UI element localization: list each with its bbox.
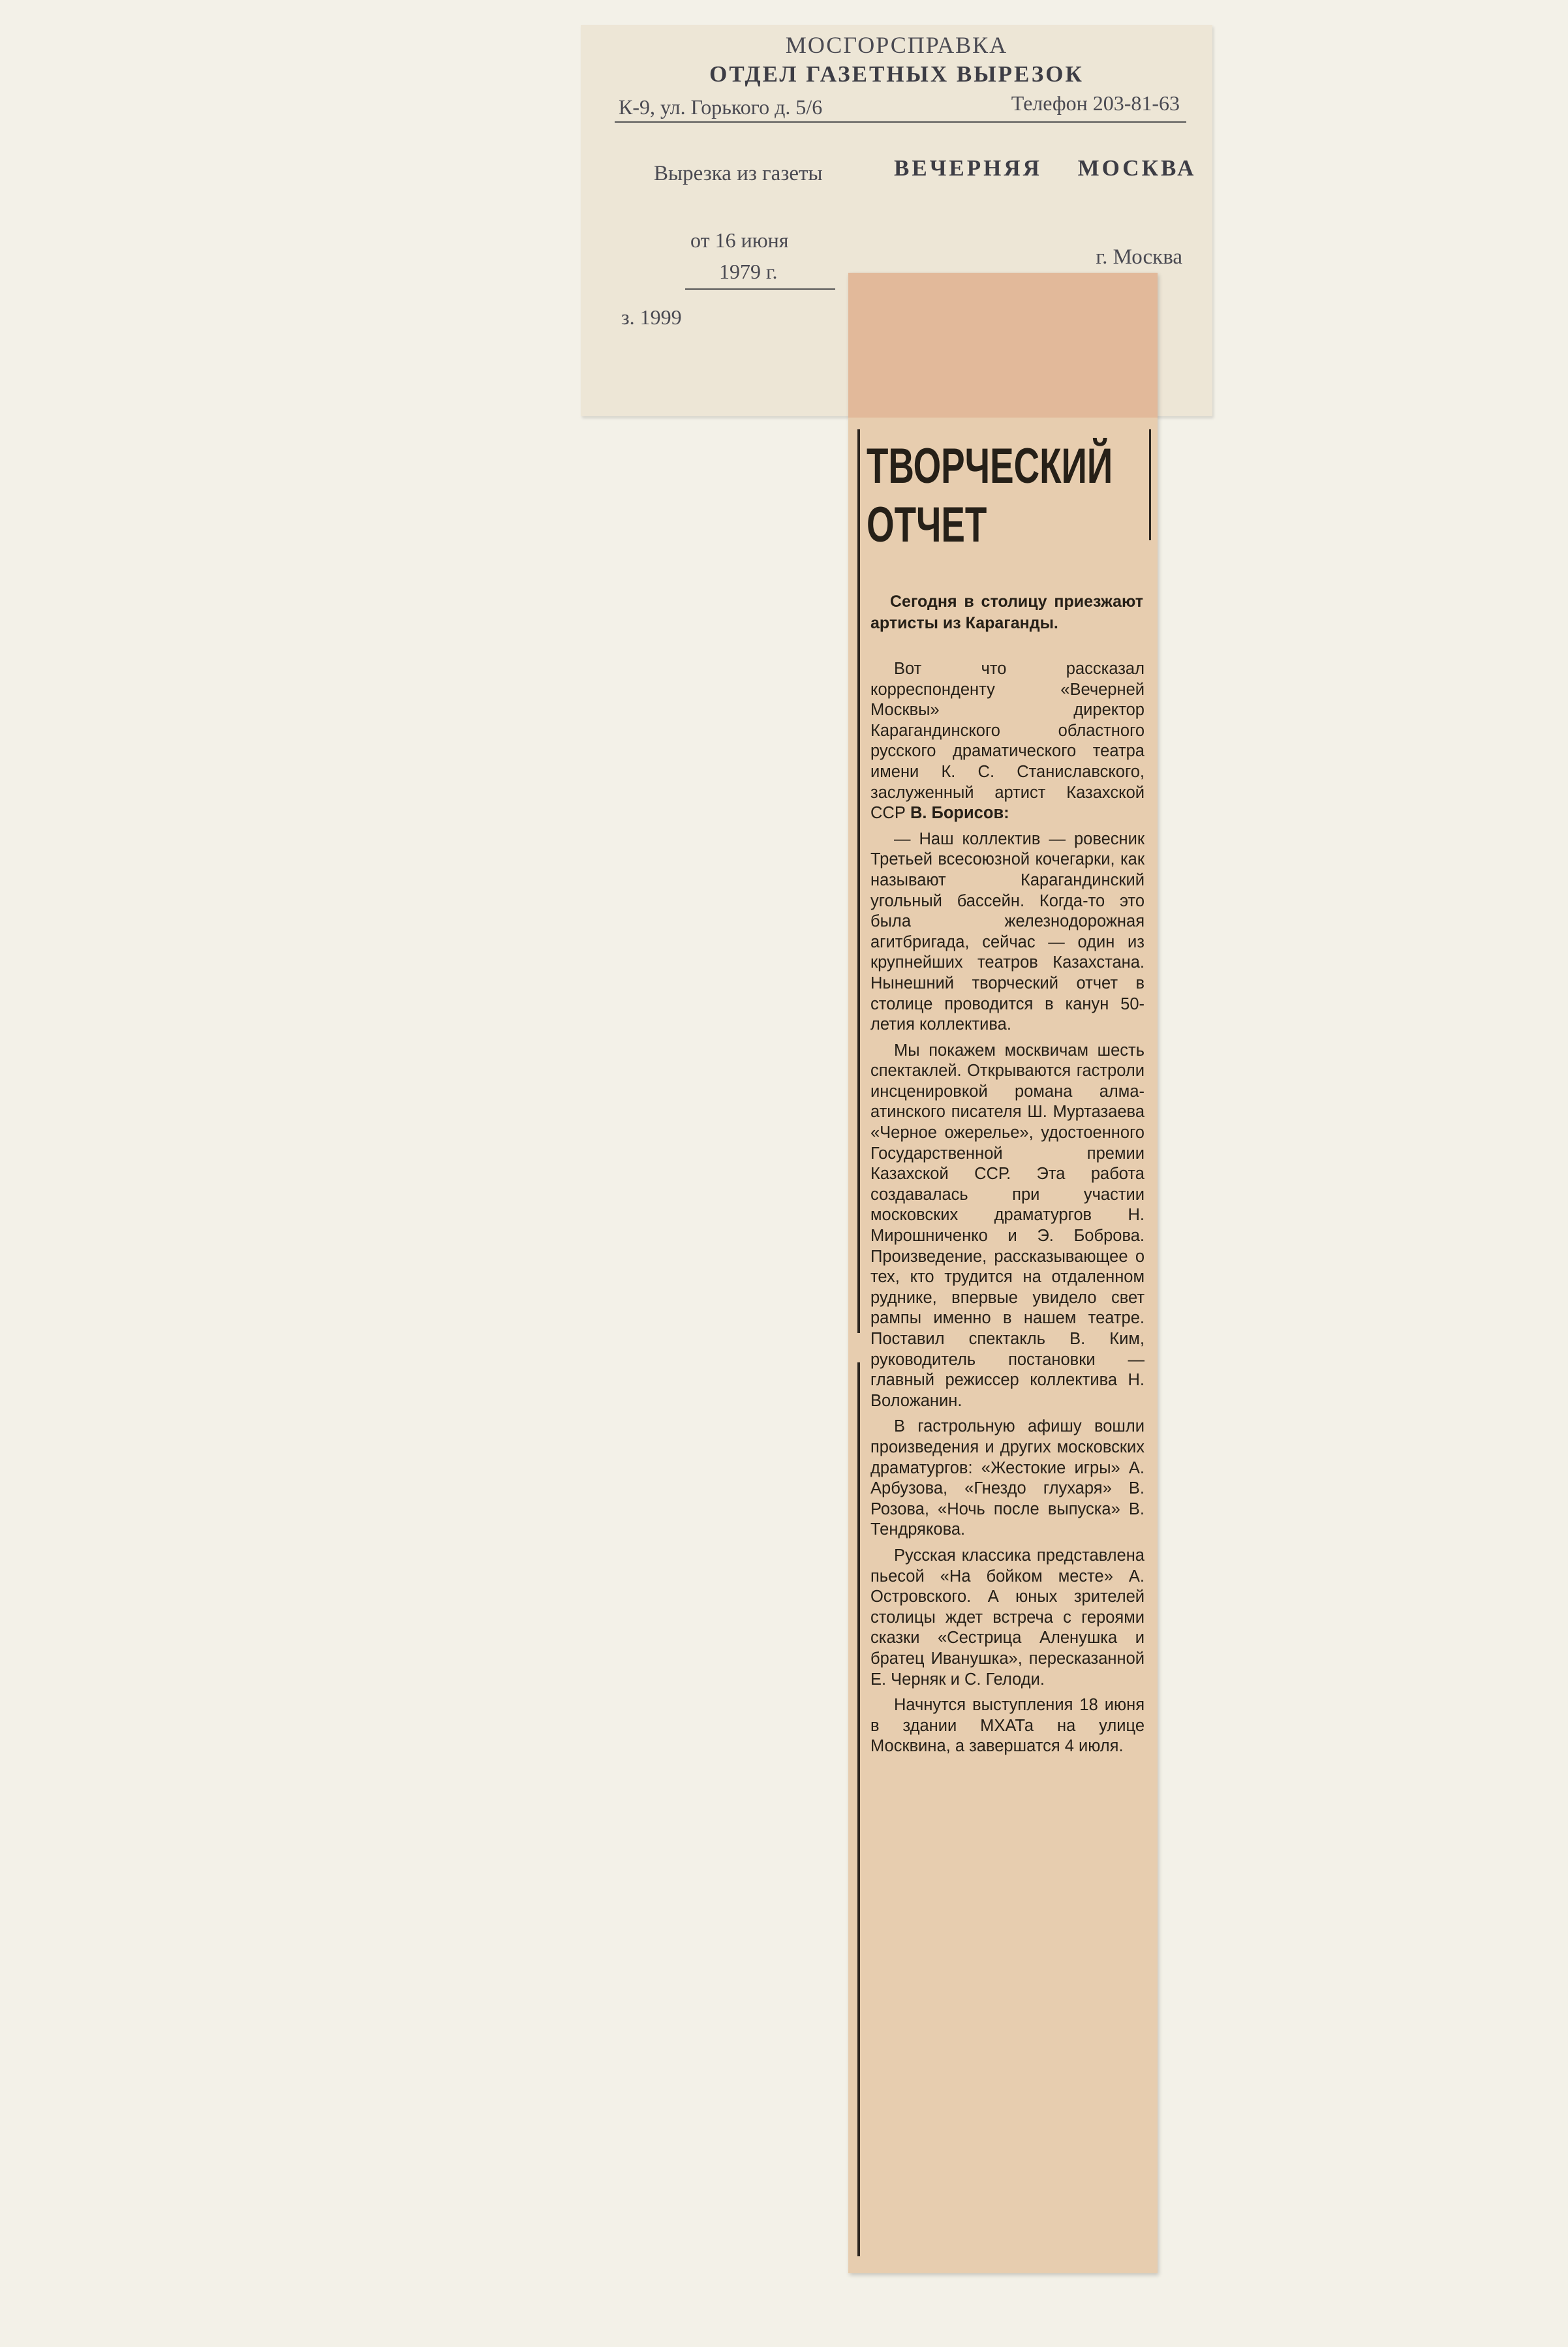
date-underline bbox=[685, 288, 835, 290]
article-paragraph bbox=[870, 659, 1145, 824]
stamp-phone: Телефон 203-81-63 bbox=[1011, 91, 1180, 115]
issue-year: 1979 г. bbox=[719, 260, 778, 283]
article-headline: ТВОРЧЕСКИЙ ОТЧЕТ bbox=[867, 438, 1113, 553]
column-rule bbox=[1149, 429, 1151, 540]
paragraph-text: Вот что рассказал корреспонденту «Вечерней Москвы» директор Карагандинского областного русского драматического театра имени К. С. Станиславского, заслуженный артист Казахской ССР bbox=[870, 660, 1145, 823]
order-number: з. 1999 bbox=[621, 305, 682, 329]
article-paragraph: Мы покажем москвичам шесть спектаклей. Открываются гастроли инсценировкой романа алма-атинского писателя Ш. Муртазаева «Черное ожерелье», удостоенного Государственной премии Казахской ССР. Эта работа создавалась при участии московских драматургов Н. Мирошниченко и Э. Боброва. Произведение, рассказывающее о тех, кто трудится на отдаленном руднике, впервые увидело свет рампы именно в нашем театре. Поставил спектакль В. Ким, руководитель постановки — главный режиссер коллектива Н. Воложанин. bbox=[870, 1041, 1145, 1410]
stamp-address: К-9, ул. Горького д. 5/6 bbox=[619, 95, 823, 119]
author-name: В. Борисов: bbox=[910, 804, 1009, 823]
department-name: ОТДЕЛ ГАЗЕТНЫХ ВЫРЕЗОК bbox=[709, 61, 1084, 87]
article-body bbox=[870, 659, 1145, 1762]
stamp-city: г. Москва bbox=[1096, 245, 1182, 269]
stamp-divider bbox=[615, 121, 1186, 123]
newspaper-clipping bbox=[848, 273, 1158, 2273]
cutting-label: Вырезка из газеты bbox=[654, 162, 823, 185]
article-paragraph: — Наш коллектив — ровесник Третьей всесоюзной кочегарки, как называют Карагандинский угольный бассейн. Когда-то это была железнодорожная агитбригада, сейчас — один из крупнейших театров Казахстана. Нынешний творческий отчет в столице проводится в канун 50-летия коллектива. bbox=[870, 829, 1145, 1034]
column-rule bbox=[857, 429, 860, 1333]
article-lead: Сегодня в столицу приезжают артисты из Караганды. bbox=[870, 592, 1143, 632]
clipping-top-flap bbox=[848, 273, 1158, 418]
article-paragraph: Начнутся выступления 18 июня в здании МХАТа на улице Москвина, а завершатся 4 июля. bbox=[870, 1696, 1145, 1756]
agency-name: МОСГОРСПРАВКА bbox=[785, 32, 1008, 58]
article-paragraph: В гастрольную афишу вошли произведения и других московских драматургов: «Жестокие игры» А. Арбузова, «Гнездо глухаря» В. Розова, «Ночь после выпуска» В. Тендрякова. bbox=[870, 1417, 1145, 1539]
column-rule bbox=[857, 1362, 860, 2256]
article-paragraph: Русская классика представлена пьесой «На бойком месте» А. Островского. А юных зрителей столицы ждет встреча с героями сказки «Сестрица Аленушка и братец Иванушка», пересказанной Е. Черняк и С. Гелоди. bbox=[870, 1546, 1145, 1689]
newspaper-name: ВЕЧЕРНЯЯ МОСКВА bbox=[894, 155, 1197, 181]
issue-date: от 16 июня bbox=[690, 228, 789, 252]
